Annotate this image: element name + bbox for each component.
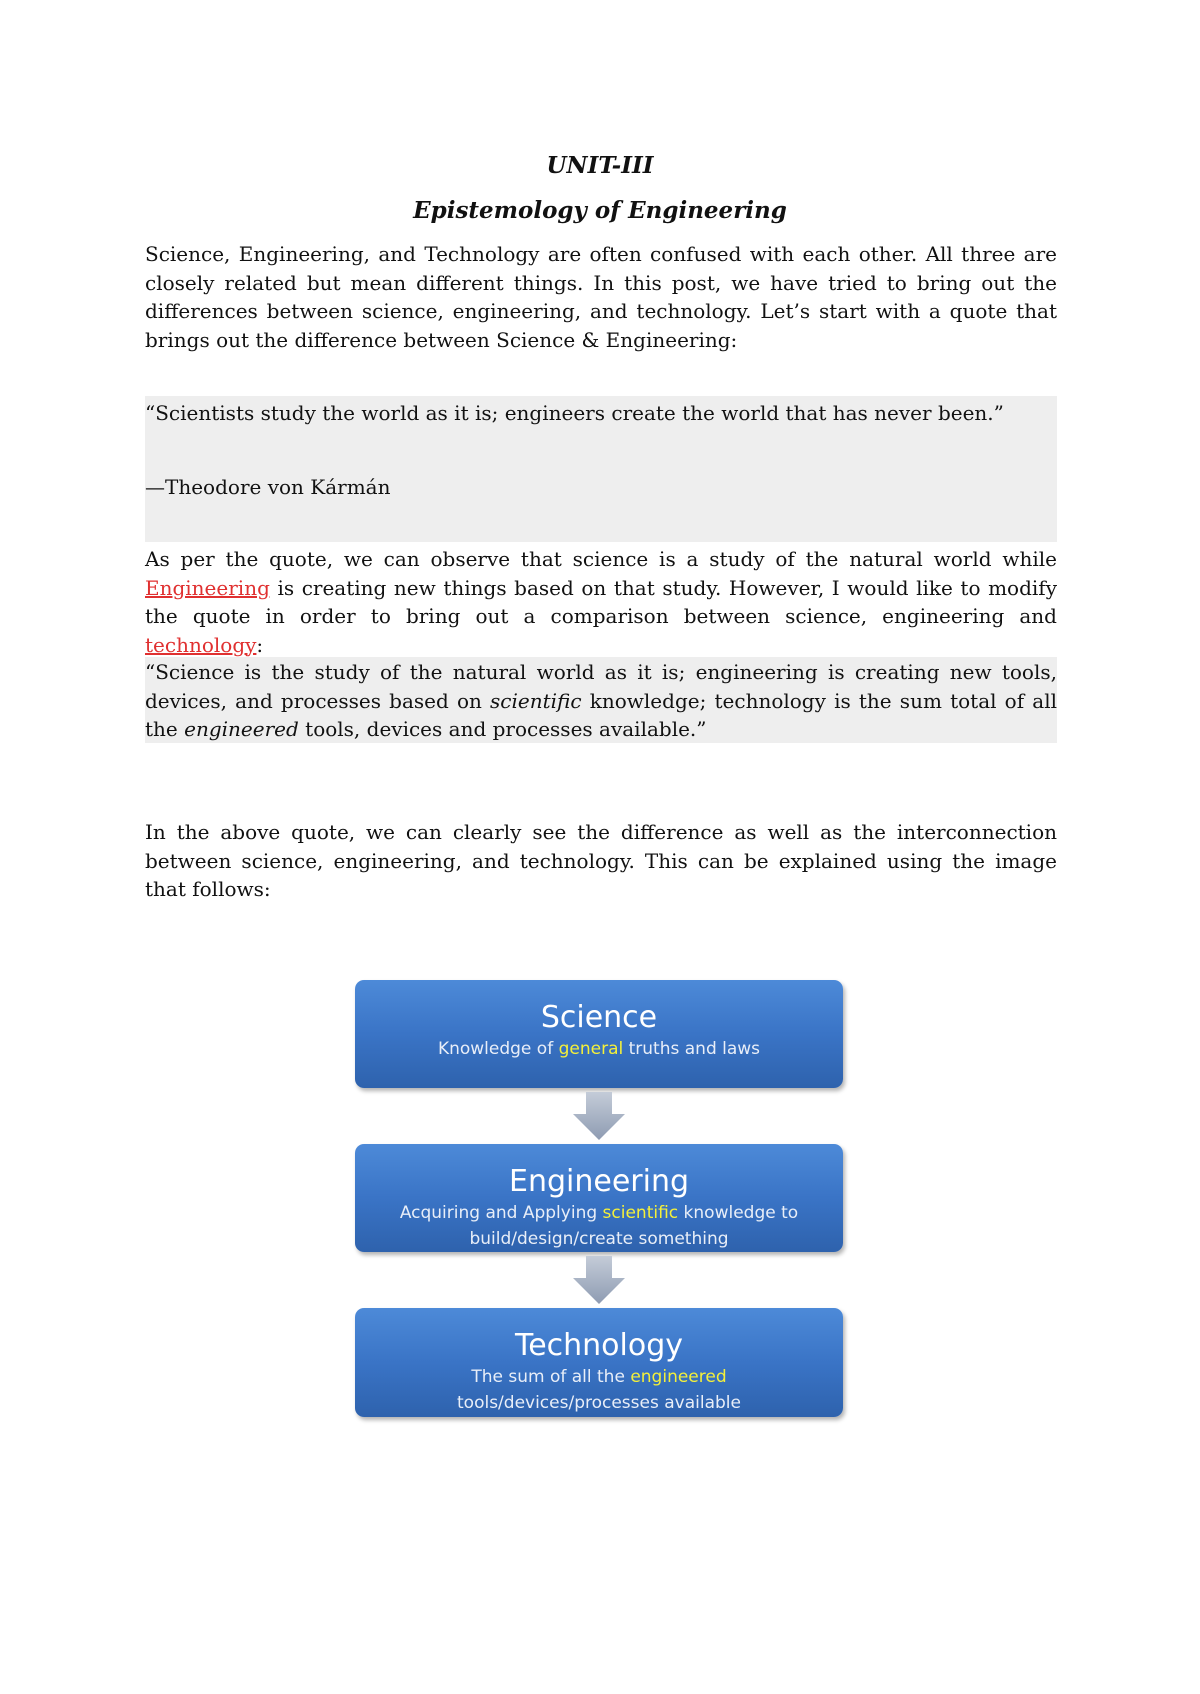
technology-description xyxy=(355,1364,843,1416)
down-arrow-icon xyxy=(573,1256,625,1304)
intro-paragraph: Science, Engineering, and Technology are often confused with each other. All three are closely related but mean different things. In this post, we have tried to bring out the differences between science, engineering, and technology. Let’s start with a quote that brings out the difference between Science & Engineering: xyxy=(145,242,1057,352)
technology-box xyxy=(355,1308,843,1417)
modified-quote-paragraph xyxy=(145,658,1057,744)
science-engineering-technology-diagram xyxy=(355,980,843,1420)
engineering-desc-line-2: build/design/create something xyxy=(469,1229,729,1249)
observation-paragraph xyxy=(145,545,1057,659)
engineering-desc-text-2: knowledge to xyxy=(678,1203,799,1223)
science-highlight: general xyxy=(558,1039,624,1059)
science-title: Science xyxy=(540,1000,658,1035)
technology-title: Technology xyxy=(514,1328,684,1363)
technology-desc-text-1: The sum of all the xyxy=(471,1367,631,1387)
modified-quote-text-1: “Science is the study of the natural world as it is; engineering is creating new tools, devices, and processes based on xyxy=(145,660,1057,713)
engineering-description xyxy=(355,1200,843,1252)
technology-highlight: engineered xyxy=(630,1367,727,1387)
science-box xyxy=(355,980,843,1088)
scientific-emphasis: scientific xyxy=(490,688,582,713)
science-desc-text-2: truths and laws xyxy=(623,1039,761,1059)
technology-link[interactable]: technology xyxy=(145,632,257,657)
engineered-emphasis: engineered xyxy=(184,717,299,741)
science-desc-text-1: Knowledge of xyxy=(437,1039,559,1059)
observation-text-1: As per the quote, we can observe that science is a study of the natural world while xyxy=(145,547,1057,571)
science-description xyxy=(355,1036,843,1062)
technology-desc-line-2: tools/devices/processes available xyxy=(457,1393,741,1413)
unit-title: UNIT-III xyxy=(546,152,654,179)
modified-quote-text-2: knowledge; technology is the sum total of all the xyxy=(145,688,1057,741)
observation-text-3: : xyxy=(256,632,264,657)
engineering-desc-text-1: Acquiring and Applying xyxy=(399,1203,603,1223)
page-title: Epistemology of Engineering xyxy=(413,197,787,224)
conclusion-paragraph: In the above quote, we can clearly see the difference as well as the interconnection between science, engineering, and technology. This can be explained using the image that follows: xyxy=(145,820,1057,901)
modified-quote-text-3: tools, devices and processes available.” xyxy=(298,717,707,741)
engineering-link[interactable]: Engineering xyxy=(145,575,270,600)
engineering-highlight: scientific xyxy=(602,1203,679,1223)
observation-text-2: is creating new things based on that study. However, I would like to modify the quote in order to bring out a comparison between science, engineering and xyxy=(145,575,1057,628)
down-arrow-icon xyxy=(573,1092,625,1140)
engineering-title: Engineering xyxy=(509,1164,689,1199)
quote-author: —Theodore von Kármán xyxy=(145,475,391,499)
quote-text: “Scientists study the world as it is; engineers create the world that has never been.” xyxy=(145,401,1004,425)
engineering-box xyxy=(355,1144,843,1252)
